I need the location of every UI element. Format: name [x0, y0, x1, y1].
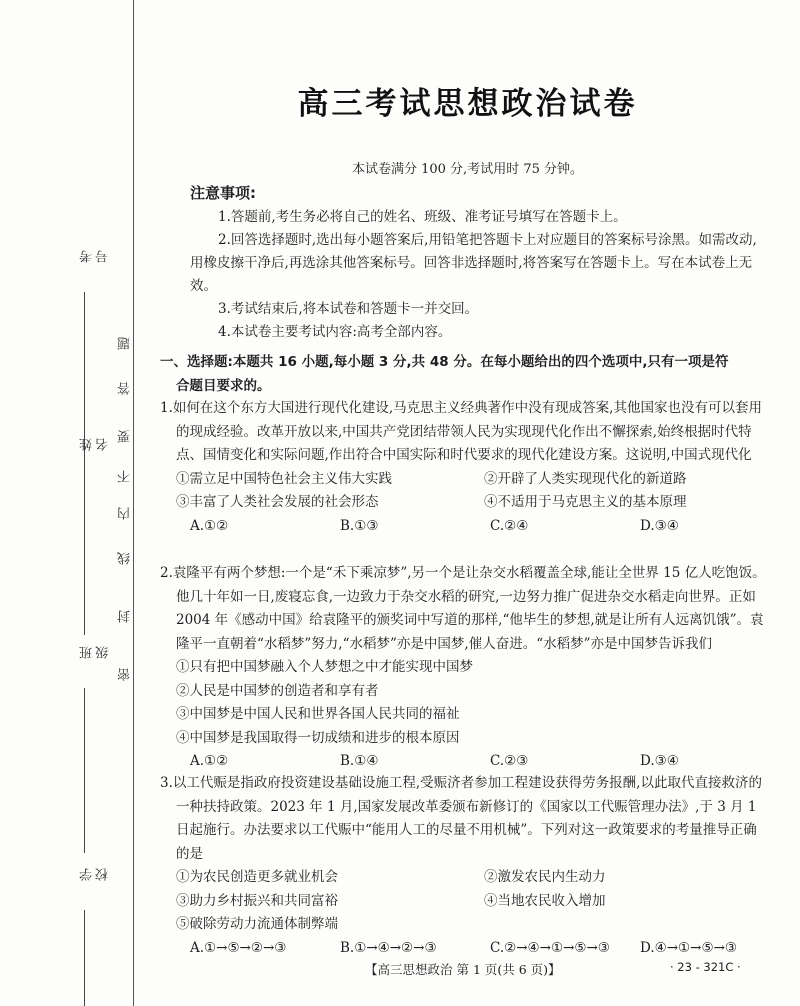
question-stem: 1.如何在这个东方大国进行现代化建设,马克思主义经典著作中没有现成答案,其他国家也没有可以套用的现成经验。改革开放以来,中国共产党团结带领人民为实现现代化作出不懈探索,始终根据时代特点、国情变化和实际问题,作出符合中国实际和时代要求的现代化建设方案。这说明,中国式现代化 [160, 400, 762, 463]
option: ⑤破除劳动力流通体制弊端 [176, 916, 338, 932]
option: ④中国梦是我国取得一切成绩和进步的根本原因 [176, 729, 460, 746]
binding-margin [0, 0, 145, 1006]
seal-char: 线 [118, 552, 133, 565]
answer-choices [160, 750, 770, 774]
school-label: 学校 [80, 868, 111, 881]
option: ④当地农民收入增加 [484, 892, 606, 909]
choice-c[interactable]: C.②④ [490, 517, 529, 534]
seal-char: 内 [118, 507, 133, 520]
choice-d[interactable]: D.④→①→⑤→③ [640, 939, 737, 956]
name-line [84, 480, 85, 635]
option: ②激发农民内生动力 [484, 869, 606, 885]
option: ③中国梦是中国人民和世界各国人民共同的福祉 [176, 706, 460, 722]
notice-item: 4.本试卷主要考试内容:高考全部内容。 [218, 324, 452, 340]
option: ①需立足中国特色社会主义伟大实践 [176, 470, 392, 487]
notice-heading: 注意事项: [190, 184, 256, 202]
answer-choices [160, 515, 770, 539]
answer-choices [160, 937, 770, 961]
notice-list [190, 206, 765, 344]
notice-item: 2.回答选择题时,选出每小题答案后,用铅笔把答题卡上对应题目的答案标号涂黑。如需改动,用橡皮擦干净后,再选涂其他答案标号。回答非选择题时,将答案写在答题卡上。写在本试卷上无效。 [190, 232, 757, 294]
seal-cut-line [133, 0, 134, 1006]
seal-char: 封 [118, 610, 133, 623]
option: ④不适用于马克思主义的基本原理 [484, 494, 687, 510]
exam-subtitle: 本试卷满分 100 分,考试用时 75 分钟。 [351, 162, 584, 177]
option: ②开辟了人类实现现代化的新道路 [484, 470, 687, 487]
question-options [160, 468, 770, 515]
page-number: 【高三思想政治 第 1 页(共 6 页)】 [365, 962, 561, 977]
option: ③丰富了人类社会发展的社会形态 [176, 494, 379, 510]
seal-char: 答 [118, 382, 133, 395]
question-2 [160, 562, 770, 774]
seal-char: 题 [118, 337, 133, 350]
choice-b[interactable]: B.①④ [340, 753, 379, 769]
option: ②人民是中国梦的创造者和享有者 [176, 682, 379, 699]
choice-b[interactable]: B.①③ [340, 517, 379, 534]
choice-d[interactable]: D.③④ [640, 753, 679, 769]
choice-a[interactable]: A.①② [190, 753, 229, 769]
section-heading [160, 350, 760, 398]
exam-number-label: 考号 [80, 250, 111, 263]
seal-char: 密 [118, 668, 133, 681]
exam-code: · 23 - 321C · [670, 960, 741, 974]
option: ①为农民创造更多就业机会 [176, 869, 338, 885]
exam-title: 高三考试思想政治试卷 [297, 86, 638, 122]
section-heading-line2: 合题目要求的。 [176, 378, 271, 394]
exam-content [155, 0, 780, 1006]
school-line [84, 910, 85, 1006]
notice-item: 3.考试结束后,将本试卷和答题卡一并交回。 [218, 301, 479, 317]
choice-b[interactable]: B.①→④→②→③ [340, 939, 437, 956]
option: ③助力乡村振兴和共同富裕 [176, 892, 338, 909]
question-options [160, 656, 770, 750]
question-1 [160, 397, 770, 538]
name-label: 姓名 [80, 438, 111, 451]
choice-c[interactable]: C.②③ [490, 753, 529, 769]
choice-a[interactable]: A.①② [190, 517, 229, 534]
option: ①只有把中国梦融入个人梦想之中才能实现中国梦 [176, 659, 473, 675]
question-stem: 2.袁隆平有两个梦想:一个是“禾下乘凉梦”,另一个是让杂交水稻覆盖全球,能让全世界 15 亿人吃饱饭。他几十年如一日,废寝忘食,一边致力于杂交水稻的研究,一边努力推广促进杂交水稻走向世界。正如 2004 年《感动中国》给袁隆平的颁奖词中写道的那样,“他毕生的梦想,就是让所有人远离饥饿”。袁隆平一直朝着“水稻梦”努力,“水稻梦”亦是中国梦,催人奋进。“水稻梦”亦是中国梦告诉我们 [160, 565, 766, 652]
seal-char: 要 [118, 430, 133, 443]
seal-char: 不 [118, 470, 133, 483]
notice-item: 1.答题前,考生务必将自己的姓名、班级、准考证号填写在答题卡上。 [218, 209, 627, 225]
question-3 [160, 772, 770, 960]
class-label: 班级 [80, 646, 111, 659]
question-options [160, 866, 770, 937]
choice-c[interactable]: C.②→④→①→⑤→③ [490, 939, 610, 956]
choice-a[interactable]: A.①→⑤→②→③ [190, 939, 287, 956]
section-heading-line1: 一、选择题:本题共 16 小题,每小题 3 分,共 48 分。在每小题给出的四个选项中,只有一项是符 [160, 354, 729, 370]
choice-d[interactable]: D.③④ [640, 517, 679, 534]
question-stem: 3.以工代赈是指政府投资建设基础设施工程,受赈济者参加工程建设获得劳务报酬,以此取代直接救济的一种扶持政策。2023 年 1 月,国家发展改革委颁布新修订的《国家以工代赈管理办法》,于 3 月 1 日起施行。办法要求以工代赈中“能用人工的尽量不用机械”。下列对这一政策要求的考量推导正确的是 [160, 775, 762, 862]
class-line [84, 688, 85, 853]
